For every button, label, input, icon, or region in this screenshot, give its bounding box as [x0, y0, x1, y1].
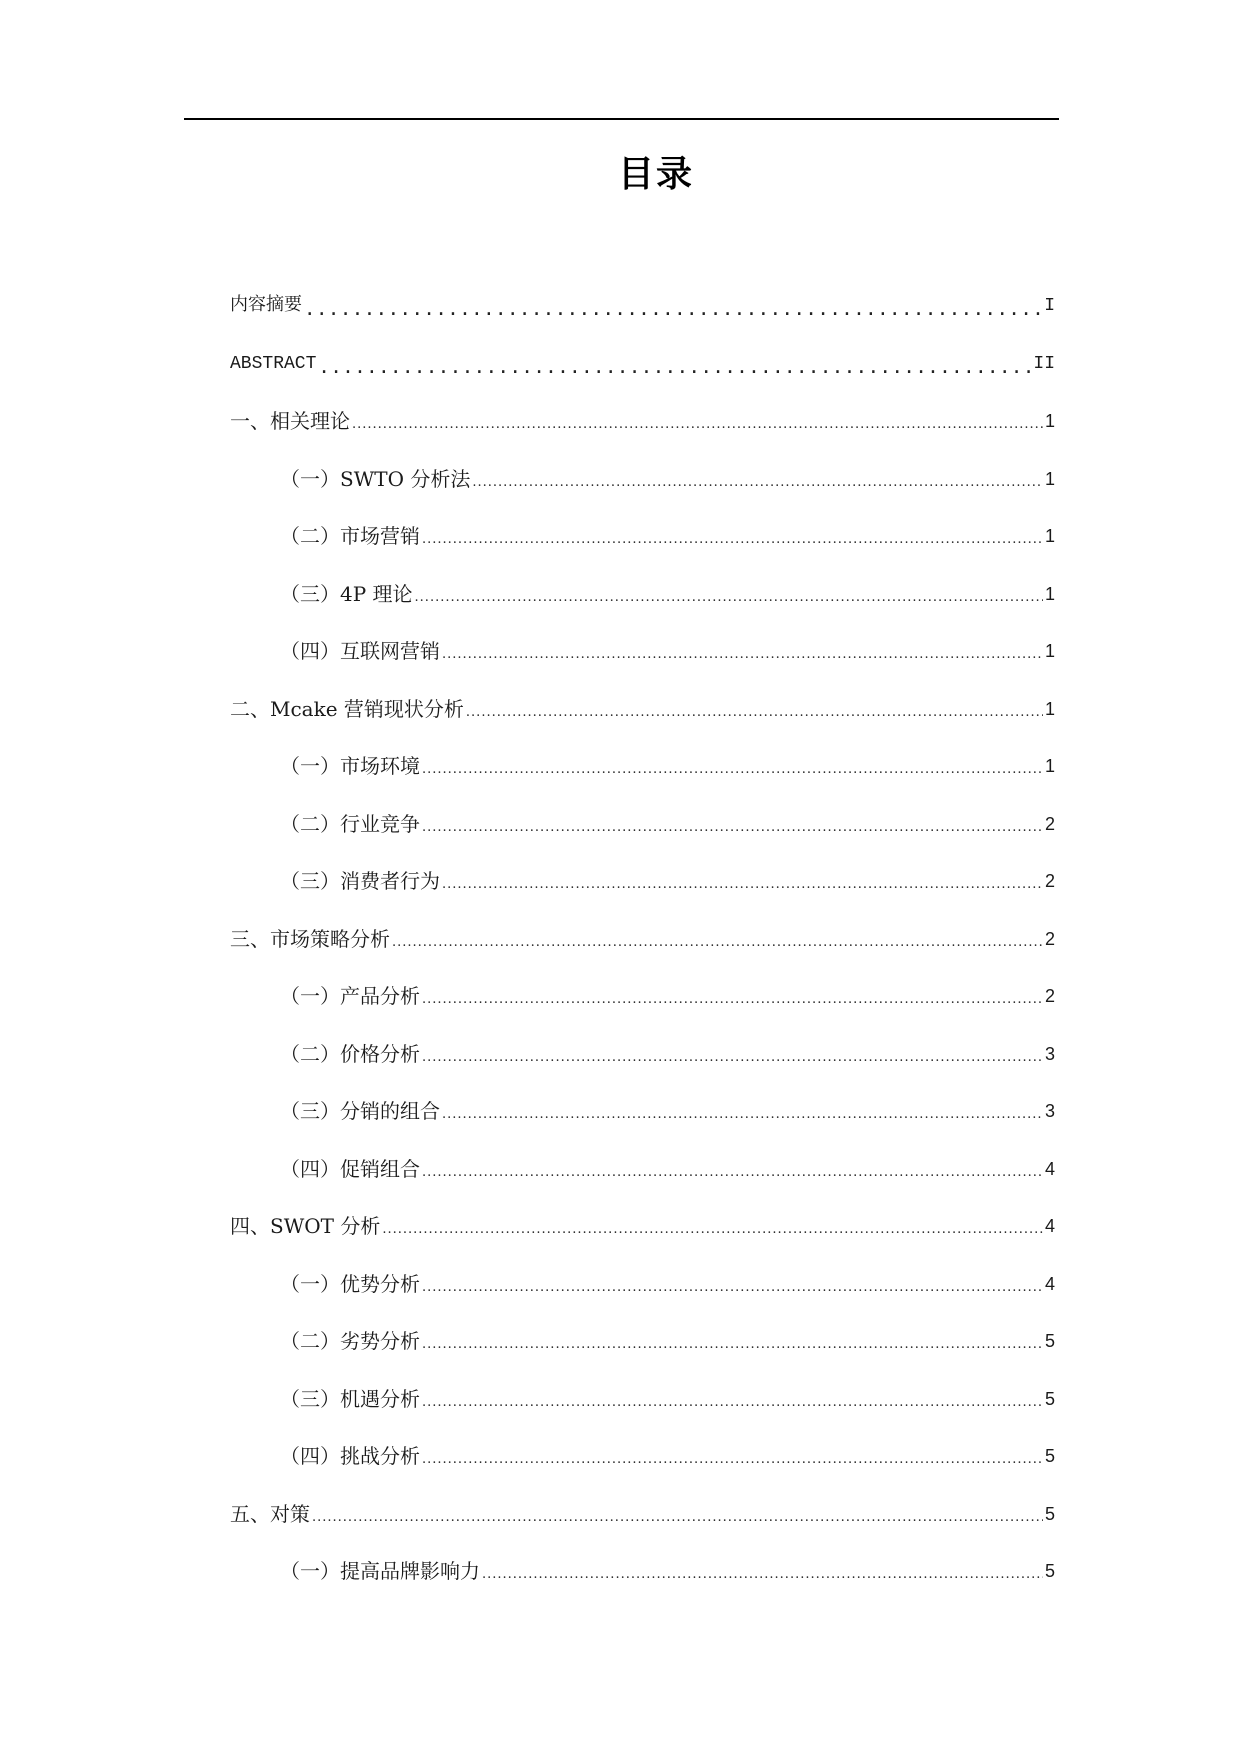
toc-entry-label: 二、Mcake 营销现状分析 — [230, 696, 464, 721]
toc-entry[interactable] — [230, 683, 1055, 723]
toc-entry[interactable] — [280, 453, 1055, 493]
toc-entry[interactable] — [280, 1430, 1055, 1470]
toc-entry-label: （三）分销的组合 — [280, 1099, 440, 1123]
toc-entry-label: ABSTRACT — [230, 353, 317, 374]
toc-entry[interactable] — [230, 913, 1055, 953]
toc-entry-label: 一、相关理论 — [230, 409, 350, 433]
toc-entry-page-number: I — [1044, 296, 1055, 316]
toc-entry[interactable] — [280, 510, 1055, 550]
toc-dot-leader — [392, 925, 1043, 953]
toc-entry[interactable] — [230, 338, 1055, 378]
toc-entry-label: （一）市场环境 — [280, 754, 420, 778]
toc-entry[interactable] — [280, 1373, 1055, 1413]
toc-entry[interactable] — [280, 568, 1055, 608]
toc-dot-leader — [312, 1500, 1043, 1528]
toc-entry[interactable] — [280, 1545, 1055, 1585]
toc-entry-page-number: II — [1033, 353, 1055, 374]
toc-entry[interactable] — [280, 740, 1055, 780]
toc-entry-page-number: 1 — [1044, 698, 1055, 719]
toc-dot-leader — [482, 1557, 1043, 1585]
toc-entry-page-number: 5 — [1044, 1503, 1055, 1524]
toc-entry[interactable] — [280, 1315, 1055, 1355]
toc-entry-label: 五、对策 — [230, 1501, 310, 1526]
toc-entry-label: （四）挑战分析 — [280, 1444, 420, 1468]
toc-entry-page-number: 4 — [1044, 1158, 1055, 1179]
toc-entry-page-number: 3 — [1044, 1043, 1055, 1064]
toc-dot-leader — [422, 522, 1043, 550]
toc-entry-label: （四）互联网营销 — [280, 639, 440, 663]
toc-entry-page-number: 4 — [1044, 1216, 1055, 1236]
toc-dot-leader — [442, 637, 1043, 665]
toc-dot-leader — [442, 867, 1043, 895]
toc-entry-label: （一）产品分析 — [280, 984, 420, 1008]
toc-entry[interactable] — [280, 798, 1055, 838]
toc-entry[interactable] — [230, 1488, 1055, 1528]
toc-entry-label: （三）机遇分析 — [280, 1386, 420, 1411]
toc-dot-leader — [422, 752, 1043, 780]
toc-entry-page-number: 2 — [1044, 871, 1055, 891]
toc-dot-leader — [472, 465, 1043, 493]
toc-entry[interactable] — [230, 395, 1055, 435]
toc-entry-label: 四、SWOT 分析 — [230, 1214, 381, 1238]
toc-entry-label: （二）价格分析 — [280, 1041, 420, 1066]
toc-entry-page-number: 1 — [1044, 641, 1055, 661]
toc-entry-page-number: 1 — [1044, 526, 1055, 546]
toc-entry[interactable] — [280, 1085, 1055, 1125]
toc-dot-leader — [422, 982, 1043, 1010]
toc-entry[interactable] — [280, 1028, 1055, 1068]
toc-dot-leader — [466, 695, 1043, 723]
toc-entry-page-number: 5 — [1044, 1446, 1055, 1466]
toc-entry-label: （一）提高品牌影响力 — [280, 1559, 480, 1583]
toc-entry-page-number: 3 — [1044, 1101, 1055, 1121]
toc-entry[interactable] — [280, 625, 1055, 665]
toc-entry-label: （二）行业竞争 — [280, 811, 420, 836]
toc-entry[interactable] — [280, 1143, 1055, 1183]
toc-entry-page-number: 1 — [1044, 411, 1055, 431]
toc-entry-label: （四）促销组合 — [280, 1156, 420, 1181]
toc-entry[interactable] — [280, 855, 1055, 895]
toc-entry-label: （二）市场营销 — [280, 524, 420, 548]
toc-entry[interactable] — [280, 970, 1055, 1010]
toc-entry-page-number: 1 — [1044, 756, 1055, 776]
toc-dot-leader — [304, 292, 1042, 320]
toc-dot-leader — [415, 580, 1043, 608]
toc-entry-page-number: 2 — [1044, 986, 1055, 1006]
toc-dot-leader — [422, 1040, 1043, 1068]
page-title: 目录 — [617, 154, 694, 195]
toc-dot-leader — [442, 1097, 1043, 1125]
toc-dot-leader — [422, 1385, 1043, 1413]
toc-entry-page-number: 5 — [1044, 1331, 1055, 1351]
header-rule — [184, 118, 1059, 120]
toc-dot-leader — [422, 810, 1043, 838]
toc-entry-label: （三）4P 理论 — [280, 581, 413, 606]
toc-dot-leader — [422, 1327, 1043, 1355]
toc-entry-page-number: 2 — [1044, 813, 1055, 834]
toc-entry-page-number: 5 — [1044, 1561, 1055, 1581]
toc-entry[interactable] — [230, 280, 1055, 320]
toc-dot-leader — [352, 407, 1043, 435]
toc-dot-leader — [318, 350, 1031, 378]
toc-dot-leader — [422, 1442, 1043, 1470]
toc-dot-leader — [422, 1155, 1043, 1183]
toc-entry[interactable] — [280, 1258, 1055, 1298]
toc-entry-page-number: 1 — [1044, 468, 1055, 489]
toc-entry-label: 三、市场策略分析 — [230, 926, 390, 951]
toc-entry-label: （一）SWTO 分析法 — [280, 466, 471, 491]
toc-entry-label: （一）优势分析 — [280, 1271, 420, 1296]
toc-entry-page-number: 5 — [1044, 1388, 1055, 1409]
toc-entry-label: （三）消费者行为 — [280, 869, 440, 893]
toc-dot-leader — [382, 1212, 1043, 1240]
toc-entry[interactable] — [230, 1200, 1055, 1240]
toc-entry-page-number: 2 — [1044, 928, 1055, 949]
toc-entry-label: （二）劣势分析 — [280, 1329, 420, 1353]
toc-entry-page-number: 1 — [1044, 583, 1055, 604]
toc-entry-label: 内容摘要 — [230, 296, 302, 316]
toc-dot-leader — [422, 1270, 1043, 1298]
toc-entry-page-number: 4 — [1044, 1273, 1055, 1294]
